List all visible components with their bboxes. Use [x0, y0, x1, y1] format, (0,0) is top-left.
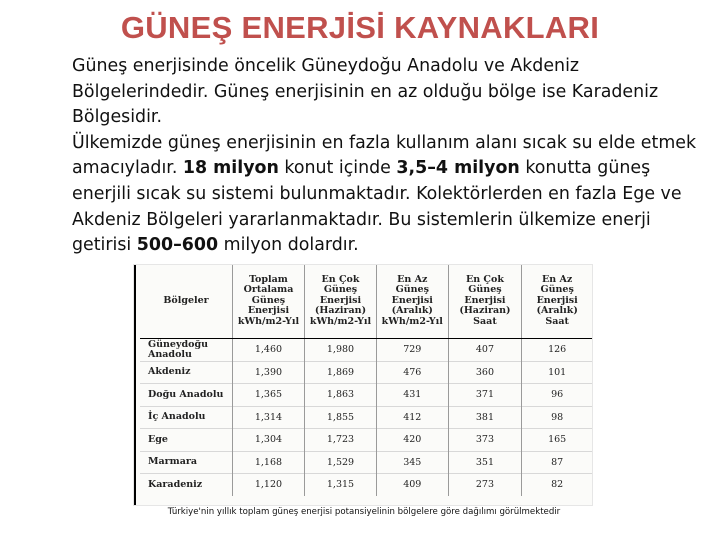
cell-max-energy: 1,315 — [304, 474, 376, 496]
cell-region: Ege — [140, 429, 233, 452]
cell-min-energy: 420 — [377, 429, 449, 452]
table-header-row — [140, 265, 592, 339]
table-row — [140, 451, 592, 474]
header-max-energy: En Çok Güneş Enerjisi (Haziran) kWh/m2-Yıl — [304, 265, 376, 339]
slide-body — [72, 54, 712, 259]
cell-total: 1,304 — [233, 429, 305, 452]
table-caption: Türkiye'nin yıllık toplam güneş enerjisi potansiyelinin bölgelere göre dağılımı görülmektedir — [167, 507, 561, 517]
cell-region: Marmara — [140, 451, 233, 474]
cell-max-energy: 1,529 — [304, 451, 376, 474]
cell-max-hours: 373 — [448, 429, 522, 452]
header-max-hours: En Çok Güneş Enerjisi (Haziran) Saat — [448, 265, 522, 339]
cell-max-energy: 1,855 — [304, 406, 376, 429]
highlight-18-million: 18 milyon — [182, 158, 279, 179]
cell-max-energy: 1,863 — [304, 384, 376, 407]
cell-max-energy: 1,869 — [304, 361, 376, 384]
cell-max-hours: 273 — [448, 474, 522, 496]
cell-max-energy: 1,980 — [304, 339, 376, 362]
solar-potential-figure — [134, 265, 592, 517]
highlight-energy-return: 500–600 — [136, 235, 219, 256]
cell-min-energy: 412 — [377, 406, 449, 429]
text-segment: konut içinde — [278, 158, 397, 179]
table-row — [140, 429, 592, 452]
table-body — [140, 339, 592, 496]
cell-region: İç Anadolu — [140, 406, 233, 429]
cell-min-hours: 98 — [522, 406, 592, 429]
highlight-homes-with-solar: 3,5–4 milyon — [396, 158, 520, 179]
cell-region: Güneydoğu Anadolu — [140, 339, 233, 362]
paragraph-solar-usage — [72, 131, 712, 259]
cell-total: 1,314 — [233, 406, 305, 429]
cell-max-hours: 371 — [448, 384, 522, 407]
text-segment: konutta güneş enerjili sıcak su sistemi bulunmaktadır. Kolektörlerden en fazla Ege ve Akdeniz Bölgeleri yararlanmaktadır. Bu sistemlerin ülkemize enerji getirisi — [72, 158, 682, 256]
table-row — [140, 339, 592, 362]
cell-min-hours: 126 — [522, 339, 592, 362]
header-region: Bölgeler — [140, 265, 233, 339]
table-row — [140, 406, 592, 429]
cell-min-energy: 729 — [377, 339, 449, 362]
table-row — [140, 384, 592, 407]
text-segment: milyon dolardır. — [218, 235, 359, 256]
cell-total: 1,168 — [233, 451, 305, 474]
cell-max-hours: 360 — [448, 361, 522, 384]
text-segment: Ülkemizde güneş enerjisinin en fazla kullanım alanı sıcak su elde etmek amacıyladır. — [72, 132, 697, 179]
table-row — [140, 361, 592, 384]
slide-title: GÜNEŞ ENERJİSİ KAYNAKLARI — [120, 10, 600, 45]
solar-potential-table — [140, 265, 592, 496]
cell-min-hours: 96 — [522, 384, 592, 407]
cell-min-energy: 345 — [377, 451, 449, 474]
table-row — [140, 474, 592, 496]
cell-min-hours: 101 — [522, 361, 592, 384]
cell-min-hours: 165 — [522, 429, 592, 452]
header-min-energy: En Az Güneş Enerjisi (Aralık) kWh/m2-Yıl — [377, 265, 449, 339]
cell-region: Karadeniz — [140, 474, 233, 496]
cell-region: Akdeniz — [140, 361, 233, 384]
cell-total: 1,460 — [233, 339, 305, 362]
cell-total: 1,120 — [233, 474, 305, 496]
cell-min-hours: 82 — [522, 474, 592, 496]
cell-max-hours: 351 — [448, 451, 522, 474]
cell-min-energy: 409 — [377, 474, 449, 496]
cell-total: 1,390 — [233, 361, 305, 384]
paragraph-solar-regions: Güneş enerjisinde öncelik Güneydoğu Anadolu ve Akdeniz Bölgelerindedir. Güneş enerjisinin en az olduğu bölge ise Karadeniz Bölgesidir. — [72, 56, 659, 128]
cell-min-energy: 476 — [377, 361, 449, 384]
cell-max-hours: 407 — [448, 339, 522, 362]
cell-max-hours: 381 — [448, 406, 522, 429]
cell-region: Doğu Anadolu — [140, 384, 233, 407]
cell-min-energy: 431 — [377, 384, 449, 407]
header-min-hours: En Az Güneş Enerjisi (Aralık) Saat — [522, 265, 592, 339]
cell-max-energy: 1,723 — [304, 429, 376, 452]
cell-min-hours: 87 — [522, 451, 592, 474]
cell-total: 1,365 — [233, 384, 305, 407]
header-total: Toplam Ortalama Güneş Enerjisi kWh/m2-Yıl — [233, 265, 305, 339]
